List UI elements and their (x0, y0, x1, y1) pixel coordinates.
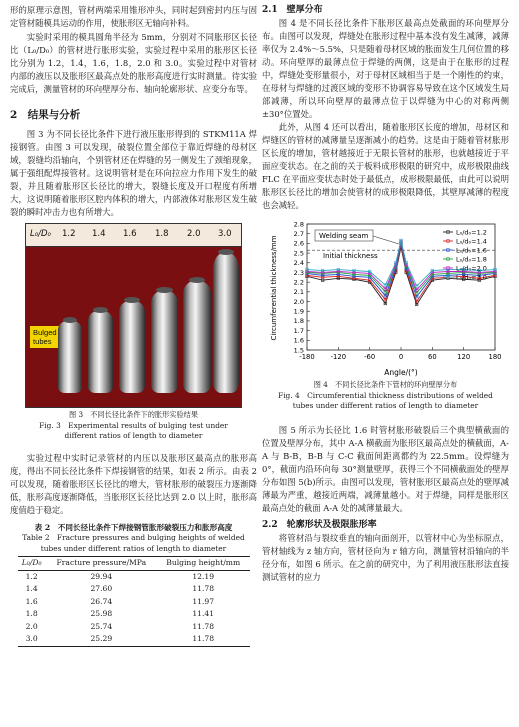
table-cell: 25.74 (90, 621, 113, 631)
table-row (18, 596, 250, 609)
table-header: Bulging height/mm (166, 558, 241, 567)
y-axis-label: Circumferential thickness/mm (269, 235, 278, 341)
legend-label: L₀/d₀=1.6 (455, 246, 487, 255)
legend-label: L₀/d₀=3.0 (455, 273, 487, 282)
ratio-label: 1.4 (92, 229, 106, 239)
table-row (18, 583, 250, 596)
y-tick-label: 2.3 (293, 268, 304, 277)
x-tick-label: 60 (427, 353, 437, 361)
table-header: L₀/D₀ (21, 558, 42, 567)
figure-4-caption-cn: 图 4 不同长径比条件下管材的环向壁厚分布 (313, 380, 458, 389)
bulged-tube (119, 301, 145, 393)
y-tick-label: 2.4 (293, 259, 304, 268)
paragraph: 将管材沿与裂纹垂直的轴向面剖开，以管材中心为坐标原点，管材轴线为 z 轴方向，管材径向为 r 轴方向，测量管材沿轴向的半径分布，如图 6 所示。在之前的研究中，为了利用液压胀形法直接测试管材的应力 (262, 532, 509, 582)
legend-label: L₀/d₀=1.8 (455, 255, 487, 264)
subsection-title: 2.1 壁厚分布 (262, 5, 323, 15)
table-row (18, 633, 250, 646)
x-axis-label: Angle/(°) (383, 368, 418, 377)
y-tick-label: 2.7 (293, 229, 304, 238)
section-title: 2 结果与分析 (10, 109, 81, 121)
thickness-chart-svg (267, 218, 505, 378)
table-cell: 12.19 (192, 571, 215, 581)
left-column (10, 4, 257, 647)
paragraph: 形的原理示意图，管材两端采用锥形冲头，同时起到密封内压与固定管材随模具运动的作用，使胀形区无轴向补料。 (10, 5, 257, 28)
subsection-title: 2.2 轮廓形状及极限胀形率 (262, 519, 377, 530)
y-axis (293, 220, 309, 354)
ratio-label: 1.2 (62, 229, 76, 239)
ratio-header (26, 224, 241, 247)
bulged-tube (213, 253, 239, 393)
bulged-tube (151, 291, 178, 393)
figure-3-caption-en: Fig. 3 Experimental results of bulging test under different ratios of length to diameter (39, 420, 228, 440)
figure-4-caption-en: Fig. 4 Circumferential thickness distributions of welded tubes under different ratios of length to diameter (278, 390, 493, 410)
table-cell: 2.0 (25, 621, 38, 631)
table-cell: 27.60 (90, 584, 113, 593)
paragraph: 实验时采用的模具圆角半径为 5mm，分别对不同胀形区长径比（L₀/D₀）的管材进行胀形实验，实验过程中采用的胀形区长径比分别为 1.2，1.4，1.6，1.8，2.0 和 3.0。实验过程中对管材内部的液压以及胀形区最高点处的胀形高度进行实时测量。待实验完成后，测量管材的环向壁厚分布、轴向轮廓形状、应变分布等。 (10, 32, 257, 94)
figure-3-photo (25, 223, 242, 408)
legend-label: L₀/d₀=2.0 (455, 264, 487, 273)
ratio-header-label: L₀/D₀ (30, 229, 51, 239)
ratio-label: 1.6 (123, 229, 137, 239)
table-cell: 11.78 (192, 634, 215, 643)
table-cell: 1.8 (25, 609, 38, 618)
bulged-tubes-label: Bulged tubes (30, 326, 60, 348)
y-tick-label: 1.7 (293, 326, 304, 335)
x-tick-label: -60 (363, 353, 375, 361)
table-cell: 26.74 (90, 596, 113, 606)
table-cell: 1.6 (25, 596, 38, 606)
table-cell: 3.0 (25, 634, 38, 643)
table-cell: 25.98 (90, 609, 113, 618)
paragraph: 图 3 为不同长径比条件下进行液压胀形得到的 STKM11A 焊接钢管。由图 3 可以发现，破裂位置全部位于靠近焊缝的母材区域，裂缝均沿轴向，个别管材还在焊缝的另一侧发生了颈缩现象，属于强组配焊接管材。这说明管材是在环向拉应力作用下发生的破裂，并且随着胀形区长径比的增大，裂缝长度及开口程度有所增大，这说明随着胀形区腔内体积的增大，内部液体对胀形区发生破裂的瞬时冲击力也有所增大。 (10, 129, 257, 217)
table-header-row (18, 557, 250, 571)
initial-thickness-label: Initial thickness (322, 252, 378, 260)
table-row (18, 608, 250, 621)
paragraph: 此外，从图 4 还可以看出，随着胀形区长度的增加，母材区和焊缝区的管材的减薄量呈逐渐减小的趋势。这是由于随着管材胀形区长度的增加，管材越接近于无限长管材的胀形，也就越接近于平面应变状态。在之前的关于板料成形极限的研究中，成形极限曲线 FLC 在平面应变状态时处于最低点，成形极限最低，由此可以说明胀形区长径比的增加会使管材的成形极限降低，其壁厚减薄的程度也会减轻。 (262, 122, 509, 210)
y-tick-label: 1.6 (293, 336, 304, 345)
y-tick-label: 1.9 (293, 307, 304, 316)
table-row (18, 570, 250, 583)
x-tick-label: -180 (298, 353, 315, 361)
x-tick-label: 0 (398, 353, 403, 361)
paragraph: 图 5 所示为长径比 1.6 时管材胀形破裂后三个典型横截面的位置及壁厚分布，其中 A-A 横截面为胀形区最高点处的横截面，A-A 与 B-B，B-B 与 C-C 截面间距离都约为 22.5mm。设焊缝为 0°，截面内沿环向每 30°测量壁厚，获得三个不同横截面处的壁厚分布如图 5(b)所示。由图可以发现，管材胀形区最高点处的壁厚减薄最为严重，越接近两端，减薄量越小。对于焊缝，同样是胀形区最高点处的截面 A-A 处的减薄量最大。 (262, 424, 509, 513)
right-column (262, 4, 509, 584)
y-tick-label: 2.0 (293, 297, 304, 306)
table-row (18, 621, 250, 634)
y-tick-label: 1.5 (293, 346, 304, 355)
table-cell: 11.78 (192, 584, 215, 593)
bulged-tube (88, 311, 113, 393)
welding-seam-label: Welding seam (318, 232, 368, 240)
legend-label: L₀/d₀=1.4 (455, 237, 487, 246)
table-cell: 29.94 (90, 571, 113, 581)
figure-3-caption-cn: 图 3 不同长径比条件下的胀形实验结果 (68, 410, 199, 419)
table-cell: 1.4 (25, 584, 38, 593)
paragraph: 图 4 是不同长径比条件下胀形区最高点处截面的环向壁厚分布。由图可以发现，焊缝处在胀形过程中基本没有发生减薄，减薄率仅为 2.4%～5.5%，只是随着母材区域的胀面发生几何位置的移动。环向壁厚的最薄点位于焊缝的两侧，这是由于在胀形的过程中，焊缝处变形量很小，对于母材区域相当于是一个刚性的约束，在母材与焊缝的过渡区域的变形不协调容易导致在这个区域发生局部减薄，所以环向壁厚的最薄点位于以焊缝为中心的对称两侧±30°位置处。 (262, 18, 509, 119)
ratio-label: 3.0 (218, 229, 232, 239)
y-tick-label: 2.5 (293, 249, 304, 258)
table-cell: 11.97 (192, 596, 215, 606)
y-tick-label: 2.2 (293, 278, 304, 287)
x-tick-label: 120 (456, 353, 470, 361)
table-2-title-cn: 表 2 不同长径比条件下焊接钢管胀形破裂压力和胀形高度 (34, 522, 233, 532)
table-cell: 11.78 (192, 621, 215, 631)
table-header: Fracture pressure/MPa (56, 558, 147, 567)
ratio-label: 2.0 (187, 229, 201, 239)
table-2 (18, 556, 250, 647)
table-2-title-en: Table 2 Fracture pressures and bulging heights of welded tubes under different ratios of length to diameter (22, 533, 245, 553)
table-cell: 1.2 (25, 571, 38, 581)
x-axis (299, 347, 501, 361)
paragraph: 实验过程中实时记录管材的内压以及胀形区最高点的胀形高度，得出不同长径比条件下焊接钢管的结果，如表 2 所示。由表 2 可以发现，随着胀形区长径比的增大，管材胀形的破裂压力逐渐降低，胀形高度逐渐降低，当胀形区长径比达到 2.0 以上时，胀形高度值趋于稳定。 (10, 452, 257, 515)
table-cell: 11.41 (192, 609, 215, 618)
ratio-label: 1.8 (155, 229, 169, 239)
bulged-tube (183, 281, 211, 393)
y-tick-label: 2.8 (293, 220, 304, 229)
y-tick-label: 2.6 (293, 239, 304, 248)
x-tick-label: 180 (488, 353, 501, 361)
legend-label: L₀/d₀=1.2 (455, 228, 487, 237)
bulged-tube (58, 321, 82, 393)
figure-4-chart (267, 218, 505, 378)
y-tick-label: 2.1 (293, 288, 304, 297)
welding-seam-arrow (373, 236, 399, 244)
y-tick-label: 1.8 (293, 317, 304, 326)
table-cell: 25.29 (90, 634, 113, 643)
x-tick-label: -120 (330, 353, 346, 361)
